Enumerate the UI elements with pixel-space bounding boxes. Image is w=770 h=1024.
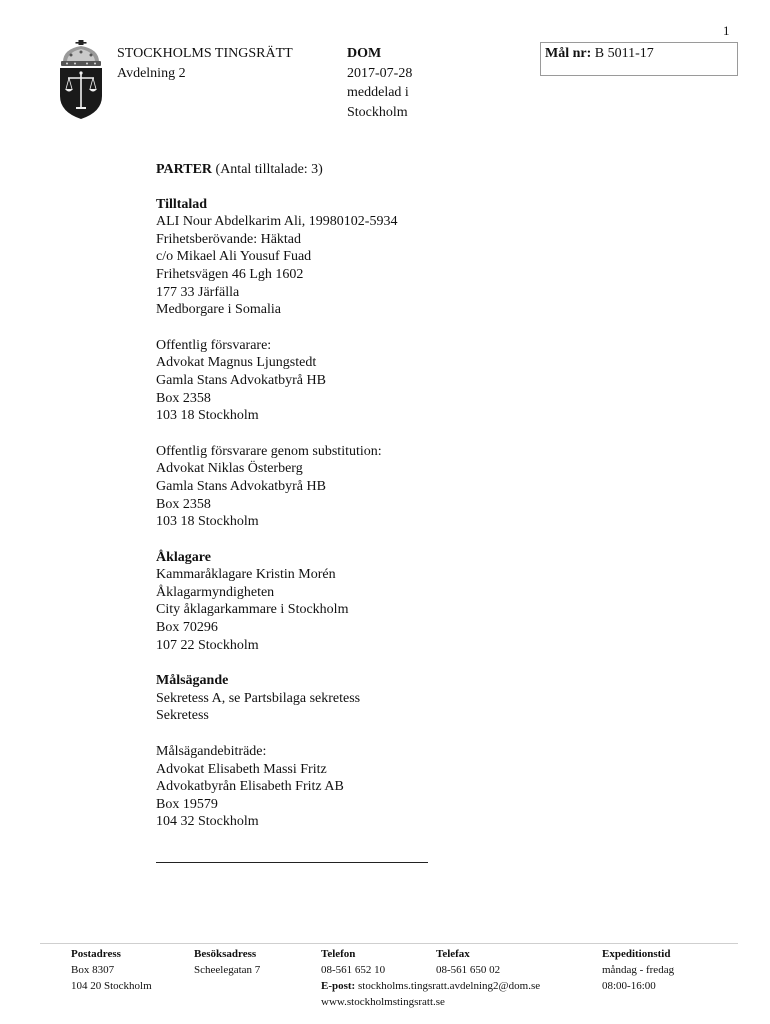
defender-line: 103 18 Stockholm bbox=[156, 408, 259, 424]
footer-fax-number: 08-561 650 02 bbox=[436, 964, 501, 976]
footer-postal-line: Box 8307 bbox=[71, 964, 115, 976]
footer-office-hours bbox=[602, 946, 674, 994]
case-number: B 5011-17 bbox=[594, 46, 654, 61]
footer-phone-header: Telefon bbox=[321, 948, 356, 960]
department: Avdelning 2 bbox=[117, 66, 186, 81]
footer-email-label: E-post: bbox=[321, 980, 356, 992]
injured-party-heading: Målsägande bbox=[156, 673, 229, 689]
substitute-defender-line: Box 2358 bbox=[156, 496, 211, 512]
defendant-line: 177 33 Järfälla bbox=[156, 284, 240, 300]
document-type: DOM bbox=[347, 46, 382, 61]
substitute-defender-line: 103 18 Stockholm bbox=[156, 514, 259, 530]
signature-separator-line bbox=[156, 862, 428, 863]
injured-counsel-line: Box 19579 bbox=[156, 796, 218, 812]
footer-postal-header: Postadress bbox=[71, 948, 121, 960]
footer-postal-line: 104 20 Stockholm bbox=[71, 980, 152, 992]
prosecutor-line: Kammaråklagare Kristin Morén bbox=[156, 567, 336, 583]
announced-line-2: Stockholm bbox=[347, 104, 408, 120]
footer-fax-header: Telefax bbox=[436, 948, 470, 960]
injured-counsel-line: 104 32 Stockholm bbox=[156, 814, 259, 830]
footer-visit-address bbox=[194, 946, 260, 978]
footer-fax bbox=[436, 946, 500, 978]
document-type-block bbox=[347, 44, 412, 122]
case-number-label: Mål nr: bbox=[545, 46, 592, 61]
injured-counsel-block bbox=[156, 743, 606, 831]
prosecutor-line: City åklagarkammare i Stockholm bbox=[156, 602, 349, 618]
court-crest-icon bbox=[57, 40, 105, 120]
injured-party-block bbox=[156, 672, 606, 725]
prosecutor-line: Box 70296 bbox=[156, 620, 218, 636]
court-name: STOCKHOLMS TINGSRÄTT bbox=[117, 46, 293, 61]
defendant-block bbox=[156, 196, 606, 319]
substitute-defender-block bbox=[156, 443, 606, 531]
case-number-box bbox=[540, 42, 738, 76]
substitute-defender-line: Offentlig försvarare genom substitution: bbox=[156, 443, 382, 459]
defendant-line: c/o Mikael Ali Yousuf Fuad bbox=[156, 249, 312, 265]
footer-postal-address bbox=[71, 946, 152, 994]
footer-visit-header: Besöksadress bbox=[194, 948, 257, 960]
injured-counsel-line: Advokat Elisabeth Massi Fritz bbox=[156, 761, 327, 777]
footer-hours-time: 08:00-16:00 bbox=[602, 980, 656, 992]
defendant-line: Frihetsvägen 46 Lgh 1602 bbox=[156, 266, 304, 282]
injured-counsel-line: Målsägandebiträde: bbox=[156, 744, 267, 760]
defender-line: Box 2358 bbox=[156, 390, 211, 406]
defendant-line: ALI Nour Abdelkarim Ali, 19980102-5934 bbox=[156, 214, 398, 230]
footer-contact-web bbox=[321, 978, 540, 1010]
defendant-heading: Tilltalad bbox=[156, 196, 208, 212]
footer-visit-line: Scheelegatan 7 bbox=[194, 964, 261, 976]
parties-section bbox=[156, 161, 606, 831]
announced-line-1: meddelad i bbox=[347, 85, 409, 100]
prosecutor-block bbox=[156, 549, 606, 655]
substitute-defender-line: Gamla Stans Advokatbyrå HB bbox=[156, 478, 326, 494]
footer-email-line bbox=[321, 978, 540, 994]
substitute-defender-line: Advokat Niklas Österberg bbox=[156, 461, 303, 477]
footer-hours-days: måndag - fredag bbox=[602, 964, 675, 976]
prosecutor-heading: Åklagare bbox=[156, 549, 211, 565]
page-number: 1 bbox=[723, 23, 730, 38]
injured-party-line: Sekretess bbox=[156, 708, 209, 724]
prosecutor-line: Åklagarmyndigheten bbox=[156, 584, 275, 600]
injured-party-line: Sekretess A, se Partsbilaga sekretess bbox=[156, 690, 361, 706]
parties-count: (Antal tilltalade: 3) bbox=[215, 162, 323, 177]
parties-title-line bbox=[156, 161, 606, 179]
parties-title: PARTER bbox=[156, 162, 213, 177]
defender-line: Offentlig försvarare: bbox=[156, 337, 272, 353]
footer-divider bbox=[40, 943, 738, 944]
prosecutor-line: 107 22 Stockholm bbox=[156, 637, 259, 653]
footer-phone-number: 08-561 652 10 bbox=[321, 964, 386, 976]
defendant-line: Frihetsberövande: Häktad bbox=[156, 231, 302, 247]
document-date: 2017-07-28 bbox=[347, 65, 413, 81]
defender-line: Advokat Magnus Ljungstedt bbox=[156, 355, 317, 371]
defendant-line: Medborgare i Somalia bbox=[156, 302, 281, 318]
footer-phone bbox=[321, 946, 385, 978]
footer-email[interactable]: stockholms.tingsratt.avdelning2@dom.se bbox=[357, 980, 541, 992]
defender-block bbox=[156, 337, 606, 425]
court-block bbox=[117, 44, 293, 84]
footer-hours-header: Expeditionstid bbox=[602, 948, 671, 960]
footer-website[interactable]: www.stockholmstingsratt.se bbox=[321, 996, 445, 1008]
injured-counsel-line: Advokatbyrån Elisabeth Fritz AB bbox=[156, 779, 344, 795]
defender-line: Gamla Stans Advokatbyrå HB bbox=[156, 372, 326, 388]
